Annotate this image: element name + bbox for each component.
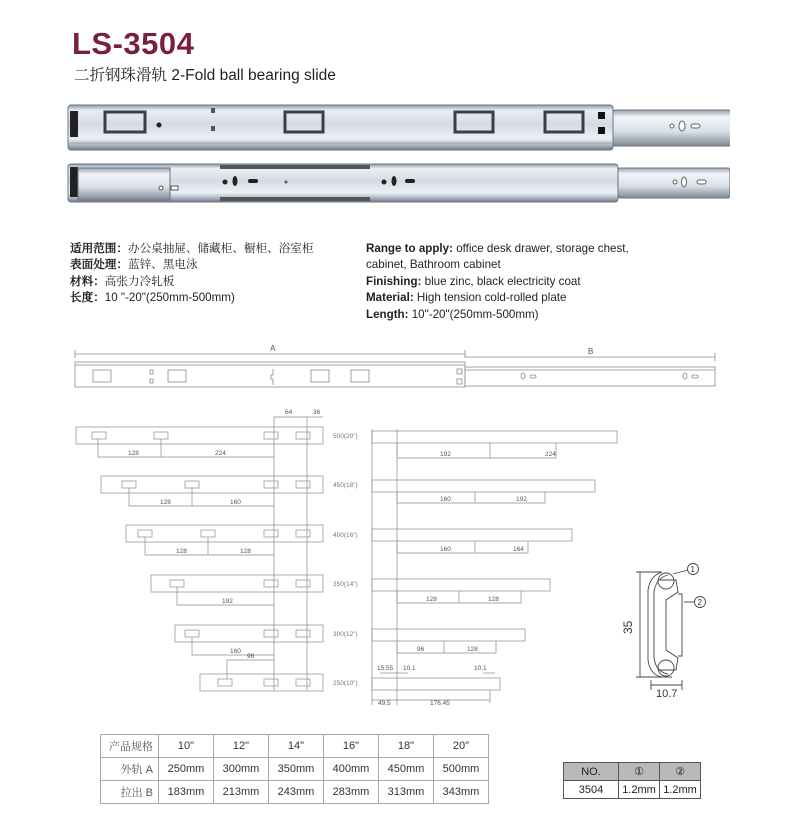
svg-text:49.5: 49.5 xyxy=(378,700,391,707)
svg-text:128: 128 xyxy=(176,548,187,555)
svg-text:128: 128 xyxy=(488,596,499,603)
spec-row-range-en: Range to apply: office desk drawer, storage chest, xyxy=(366,242,629,255)
inner-rail-450 xyxy=(372,480,595,503)
inner-rail-350 xyxy=(372,579,550,603)
subtitle-en: 2-Fold ball bearing slide xyxy=(171,67,336,84)
svg-text:15.55: 15.55 xyxy=(377,665,394,672)
svg-text:160: 160 xyxy=(440,496,451,503)
svg-text:192: 192 xyxy=(222,598,233,605)
dim-label-a: A xyxy=(270,344,276,353)
svg-text:36: 36 xyxy=(313,409,321,416)
size-spec-table xyxy=(100,734,489,804)
outer-rail-350 xyxy=(151,575,323,605)
spec-row-finishing-cn: 表面处理：蓝锌、黑电泳 xyxy=(70,258,198,272)
svg-text:64: 64 xyxy=(285,409,293,416)
table-row: 外轨 A 250mm 300mm 350mm 400mm 450mm 500mm xyxy=(101,758,489,781)
inner-rail-500 xyxy=(372,431,617,458)
svg-text:128: 128 xyxy=(128,450,139,457)
product-subtitle xyxy=(74,66,336,86)
subtitle-cn: 二折钢珠滑轨 xyxy=(74,67,168,84)
specs-english xyxy=(366,241,629,323)
overview-drawing xyxy=(65,338,725,393)
svg-text:96: 96 xyxy=(247,653,255,660)
svg-text:160: 160 xyxy=(440,546,451,553)
spec-row-material-cn: 材料：高张力冷轧板 xyxy=(70,274,175,288)
inner-rail-300 xyxy=(372,629,525,653)
svg-text:160: 160 xyxy=(230,499,241,506)
table-header-row: NO. ① ② xyxy=(564,763,701,781)
svg-text:10.1: 10.1 xyxy=(403,665,416,672)
slide-bottom-view xyxy=(68,164,730,202)
table-row: 拉出 B 183mm 213mm 243mm 283mm 313mm 343mm xyxy=(101,781,489,804)
svg-text:224: 224 xyxy=(215,450,226,457)
inner-rail-250 xyxy=(372,665,500,707)
size-label: 300(12") xyxy=(333,631,358,638)
outer-rail-300 xyxy=(175,625,323,679)
svg-text:128: 128 xyxy=(426,596,437,603)
outer-rail-400 xyxy=(126,525,323,555)
spec-row-material-en: Material: High tension cold-rolled plate xyxy=(366,291,567,305)
table-header-row: 产品规格 10" 12" 14" 16" 18" 20" xyxy=(101,735,489,758)
spec-row-range-cn: 适用范围：办公桌抽屉、储藏柜、橱柜、浴室柜 xyxy=(70,242,314,255)
svg-text:10.1: 10.1 xyxy=(474,665,487,672)
product-model-title: LS-3504 xyxy=(72,26,195,61)
callout-1: 1 xyxy=(690,565,695,574)
slide-top-view xyxy=(68,105,730,150)
svg-text:192: 192 xyxy=(440,451,451,458)
svg-text:128: 128 xyxy=(467,646,478,653)
profile-height: 35 xyxy=(621,620,635,634)
size-label: 500(20") xyxy=(333,433,358,440)
outer-rail-500 xyxy=(76,427,323,457)
svg-text:160: 160 xyxy=(230,648,241,655)
spec-row-length-en: Length: 10"-20"(250mm-500mm) xyxy=(366,307,539,321)
svg-text:128: 128 xyxy=(160,499,171,506)
spec-row-length-cn: 长度：10 "-20"(250mm-500mm) xyxy=(70,291,235,305)
svg-text:192: 192 xyxy=(516,496,527,503)
svg-text:176.45: 176.45 xyxy=(430,700,450,707)
outer-rail-450 xyxy=(101,476,323,506)
outer-rail-250 xyxy=(200,674,323,691)
svg-text:224: 224 xyxy=(545,451,556,458)
profile-width: 10.7 xyxy=(656,688,678,700)
table-row: 3504 1.2mm 1.2mm xyxy=(564,781,701,799)
profile-cross-section xyxy=(610,560,720,700)
thickness-table xyxy=(563,762,701,799)
inner-rail-400 xyxy=(372,529,572,553)
spec-row-finishing-en: Finishing: blue zinc, black electricity coat xyxy=(366,274,581,288)
spec-row-range-en-cont: cabinet, Bathroom cabinet xyxy=(366,258,501,272)
size-label: 350(14") xyxy=(333,581,358,588)
dim-label-b: B xyxy=(588,347,594,356)
svg-text:96: 96 xyxy=(417,646,425,653)
size-label: 400(16") xyxy=(333,532,358,539)
specs-chinese xyxy=(70,241,314,307)
size-label: 450(18") xyxy=(333,482,358,489)
svg-text:128: 128 xyxy=(240,548,251,555)
product-photo xyxy=(60,95,730,210)
size-label: 250(10") xyxy=(333,680,358,687)
svg-text:164: 164 xyxy=(513,546,524,553)
callout-2: 2 xyxy=(697,598,702,607)
hole-position-drawing xyxy=(70,405,630,710)
